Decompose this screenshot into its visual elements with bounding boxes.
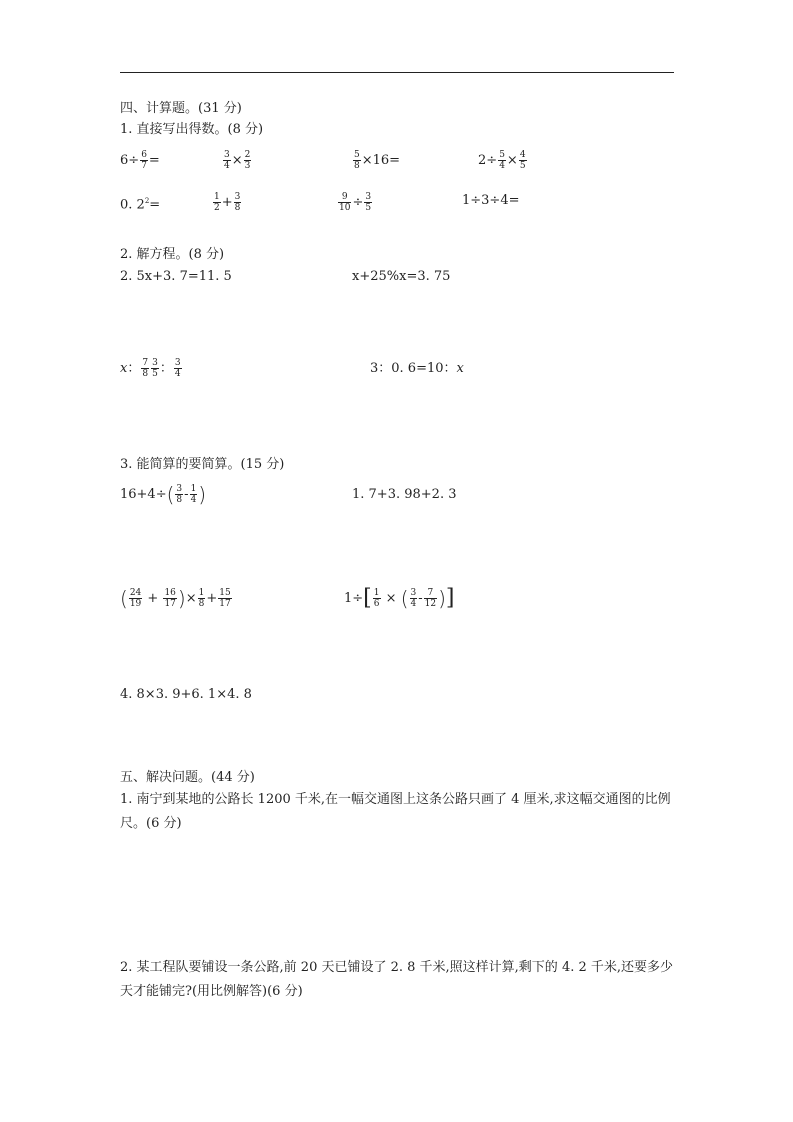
q3-expression-3: ( $\frac{24}{19}$ + $\frac{16}{17}$ )× $\frac{1}{8}$ + $\frac{15}{17}$ [120,586,231,611]
q1-item-4: 2÷ $\frac{5}{4}$ × $\frac{4}{5}$ [478,150,526,171]
header-rule [120,72,674,73]
q2-equation-3: x： $\frac{7}{8}$ $\frac{3}{5}$ ： $\frac{3}{4}$ [120,358,181,379]
q3-expression-1: 16+4÷( $\frac{3}{8}$ - $\frac{1}{4}$ ) [120,482,207,507]
q2-title: 2. 解方程。(8 分) [120,247,225,262]
section-4-title: 四、计算题。(31 分) [120,101,242,116]
q2-equation-2: x+25%x=3. 75 [352,269,451,284]
q1-title: 1. 直接写出得数。(8 分) [120,122,264,137]
problem-1: 1. 南宁到某地的公路长 1200 千米,在一幅交通图上这条公路只画了 4 厘米,求这幅交通图的比例尺。(6 分) [120,792,671,831]
q1-item-7: $\frac{9}{10}$ ÷ $\frac{3}{5}$ [339,192,372,213]
q1-item-5: 0. $2^2=$ [120,197,161,213]
q3-expression-2: 1. 7+3. 98+2. 3 [352,487,457,502]
q3-title: 3. 能简算的要简算。(15 分) [120,457,285,472]
section-5-title: 五、解决问题。(44 分) [120,770,255,785]
q1-item-1: 6÷ $\frac{6}{7}$ = [120,150,160,171]
q1-item-6: $\frac{1}{2}$ + $\frac{3}{8}$ [214,192,241,213]
q3-expression-5: 4. 8×3. 9+6. 1×4. 8 [120,687,252,702]
q3-expression-4: 1÷[ $\frac{1}{6}$ × ( $\frac{3}{4}$ - $\frac{7}{12}$ )] [344,585,455,611]
q2-equation-4: 3：0. 6=10：x [370,361,464,376]
q2-equation-1: 2. 5x+3. 7=11. 5 [120,269,232,284]
q1-item-2: $\frac{3}{4}$ × $\frac{2}{3}$ [224,150,251,171]
q1-item-8: 1÷3÷4= [462,193,520,208]
q1-item-3: $\frac{5}{8}$ ×16= [354,150,401,171]
problem-2: 2. 某工程队要铺设一条公路,前 20 天已铺设了 2. 8 千米,照这样计算,剩下的 4. 2 千米,还要多少天才能铺完?(用比例解答)(6 分) [120,960,674,999]
